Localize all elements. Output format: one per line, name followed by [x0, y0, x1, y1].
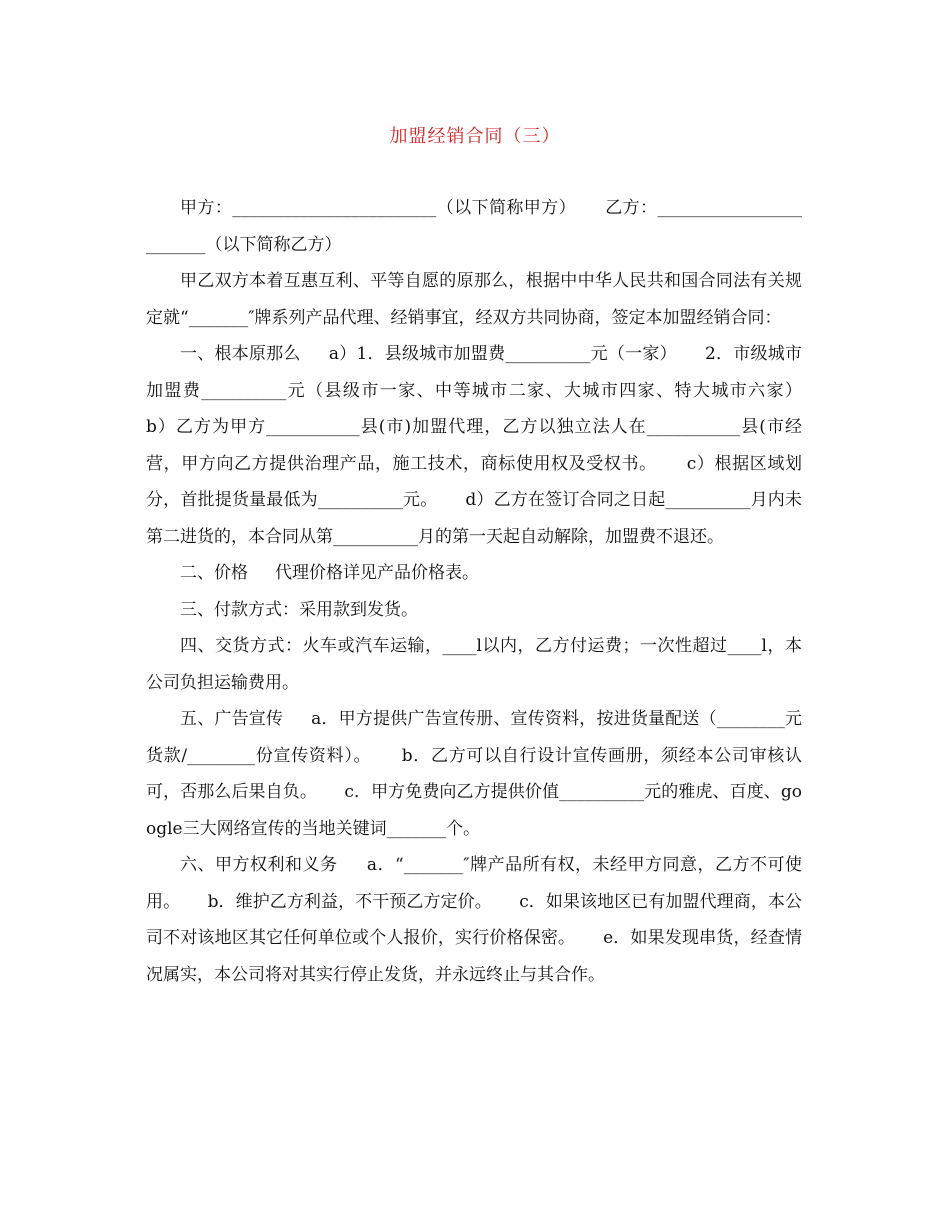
section-delivery: 四、交货方式：火车或汽车运输，____l以内，乙方付运费；一次性超过____l，本公司负担运输费用。 — [146, 636, 802, 693]
intro-paragraph: 甲乙双方本着互惠互利、平等自愿的原那么，根据中中华人民共和国合同法有关规定就“_______″牌系列产品代理、经销事宜，经双方共同协商，签定本加盟经销合同： — [146, 271, 802, 328]
document-body — [146, 190, 830, 993]
document-title: 加盟经销合同（三） — [389, 126, 561, 147]
section-party-a-rights: 六、甲方权利和义务 a．“_______″牌产品所有权，未经甲方同意，乙方不可使用。 b．维护乙方利益，不干预乙方定价。 c．如果该地区已有加盟代理商，本公司不对该地区其它任何单位或个人报价，实行价格保密。 e．如果发现串货，经查情况属实，本公司将对其实行停止发货，并永远终止与其合作。 — [146, 855, 802, 985]
section-advertising: 五、广告宣传 a．甲方提供广告宣传册、宣传资料，按进货量配送（________元货款/________份宣传资料）。 b．乙方可以自行设计宣传画册，须经本公司审核认可，否那么后果自负。 c．甲方免费向乙方提供价值__________元的雅虎、百度、google三大网络宣传的当地关键词_______个。 — [146, 709, 802, 839]
section-payment: 三、付款方式：采用款到发货。 — [180, 599, 418, 620]
section-basic-principles: 一、根本原那么 a）1．县级城市加盟费__________元（一家） 2．市级城市加盟费__________元（县级市一家、中等城市二家、大城市四家、特大城市六家） b）乙方为甲方___________县(市)加盟代理，乙方以独立法人在___________县(市经营，甲方向乙方提供治理产品，施工技术，商标使用权及受权书。 c）根据区域划分，首批提货量最低为__________元。 d）乙方在签订合同之日起__________月内未第二进货的，本合同从第__________月的第一天起自动解除，加盟费不退还。 — [146, 344, 830, 547]
section-price: 二、价格 代理价格详见产品价格表。 — [180, 563, 480, 583]
party-line: 甲方：________________________（以下简称甲方） 乙方：________________________（以下简称乙方） — [146, 198, 802, 255]
